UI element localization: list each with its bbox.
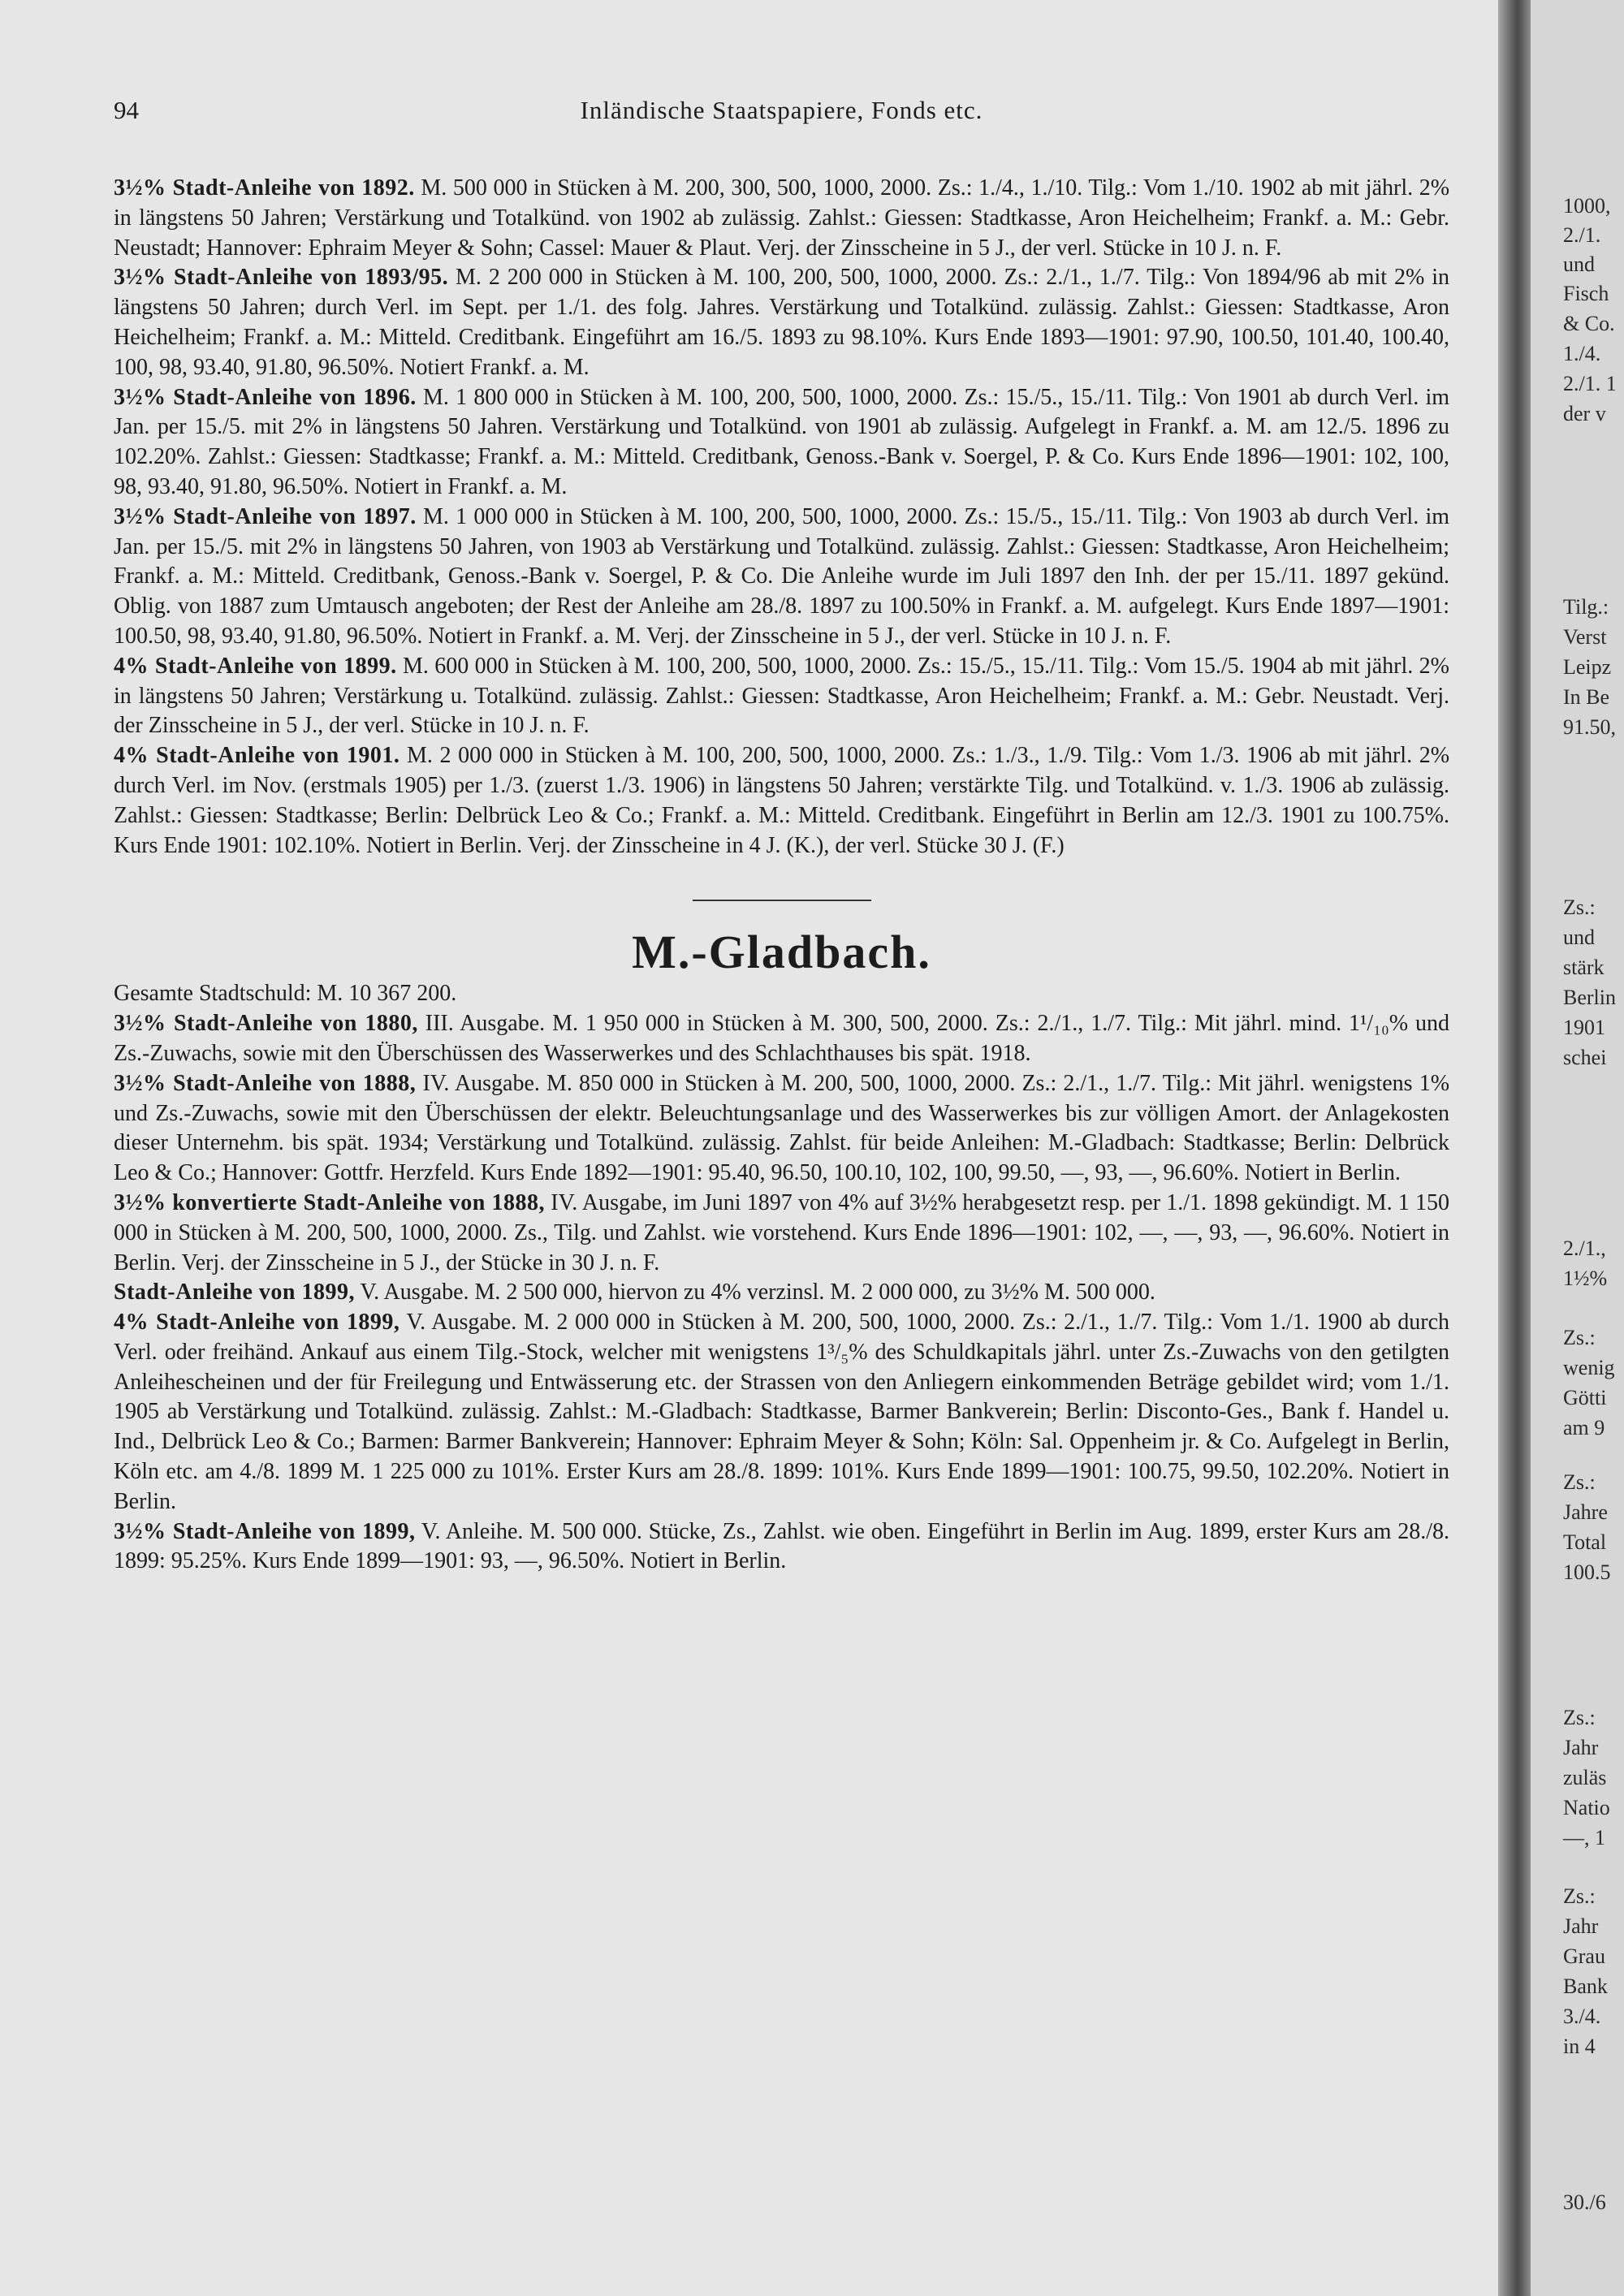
adjacent-text-fragment: 1901	[1563, 1016, 1605, 1039]
bond-entry	[114, 1189, 1449, 1278]
bond-heading: 4% Stadt-Anleihe von 1899,	[114, 1310, 400, 1336]
adjacent-text-fragment: Jahr	[1563, 1736, 1599, 1759]
page-title: Inländische Staatspapiere, Fonds etc.	[580, 96, 983, 124]
bond-details: M. 600 000 in Stücken à M. 100, 200, 500, 1000, 2000. Zs.: 15./5., 15./11. Tilg.: Vom 15./5. 1904 ab mit jährl. 2% in längstens 50 Jahren; Verstärkung u. Totalkünd. zulässig. Zahlst.: Giessen: Stadtkasse, Aron Heichelheim; Frankf. a. M.: Gebr. Neustadt. Verj. der Zinsscheine in 5 J., der verl. Stücke in 10 J. n. F.	[114, 653, 1449, 739]
adjacent-text-fragment: Fisch	[1563, 282, 1609, 305]
bond-heading: 3½% Stadt-Anleihe von 1896.	[114, 384, 417, 410]
adjacent-text-fragment: Natio	[1563, 1796, 1610, 1819]
bond-entry	[114, 741, 1449, 861]
bond-details: IV. Ausgabe, im Juni 1897 von 4% auf 3½% herabgesetzt resp. per 1./1. 1898 gekündigt. M. 1 150 000 in Stücken à M. 200, 500, 1000, 2000. Zs., Tilg. und Zahlst. wie vorstehend. Kurs Ende 1896—1901: 102, —, —, 93, —, 96.60%. Notiert in Berlin. Verj. der Zinsscheine in 5 J., der Stücke in 30 J. n. F.	[114, 1189, 1450, 1275]
main-text	[114, 174, 1449, 1577]
adjacent-text-fragment: wenig	[1563, 1356, 1615, 1379]
adjacent-text-fragment: Zs.:	[1563, 1470, 1596, 1494]
adjacent-text-fragment: und	[1563, 926, 1595, 949]
adjacent-text-fragment: Bank	[1563, 1974, 1608, 1998]
adjacent-page-edge	[1531, 0, 1624, 2296]
bond-heading: 3½% Stadt-Anleihe von 1880,	[114, 1011, 418, 1037]
adjacent-text-fragment: schei	[1563, 1046, 1607, 1069]
adjacent-text-fragment: & Co.	[1563, 312, 1615, 335]
bond-heading: 3½% konvertierte Stadt-Anleihe von 1888,	[114, 1189, 546, 1215]
section-anleihen-giessen	[114, 174, 1449, 861]
bond-entry	[114, 1278, 1449, 1308]
bond-details: III. Ausgabe. M. 1 950 000 in Stücken à M. 300, 500, 2000. Zs.: 2./1., 1./7. Tilg.: Mit jährl. mind. 1¹/₁₀% und Zs.-Zuwachs, sowie mit den Überschüssen des Wasserwerkes und des Schlachthauses bis spät. 1918.	[114, 1011, 1449, 1066]
adjacent-text-fragment: Zs.:	[1563, 1706, 1596, 1729]
bond-entry	[114, 652, 1449, 741]
bond-entry	[114, 1308, 1449, 1517]
adjacent-text-fragment: Grau	[1563, 1944, 1605, 1968]
adjacent-text-fragment: Jahre	[1563, 1500, 1608, 1524]
bond-entry	[114, 174, 1449, 263]
adjacent-text-fragment: 1000,	[1563, 194, 1611, 218]
bond-details: V. Anleihe. M. 500 000. Stücke, Zs., Zahlst. wie oben. Eingeführt in Berlin im Aug. 1899, erster Kurs am 28./8. 1899: 95.25%. Kurs Ende 1899—1901: 93, —, 96.50%. Notiert in Berlin.	[114, 1518, 1450, 1574]
adjacent-text-fragment: 1½%	[1563, 1267, 1608, 1290]
bond-heading: 3½% Stadt-Anleihe von 1893/95.	[114, 265, 449, 291]
bond-details: M. 1 800 000 in Stücken à M. 100, 200, 500, 1000, 2000. Zs.: 15./5., 15./11. Tilg.: Von 1901 ab durch Verl. im Jan. per 15./5. mit 2% in längstens 50 Jahren. Verstärkung und Totalkünd. von 1901 ab zulässig. Aufgelegt in Frankf. a. M. am 12./5. 1896 zu 102.20%. Zahlst.: Giessen: Stadtkasse; Frankf. a. M.: Mitteld. Creditbank, Genoss.-Bank v. Soergel, P. & Co. Kurs Ende 1896—1901: 102, 100, 98, 93.40, 91.80, 96.50%. Notiert in Frankf. a. M.	[114, 384, 1450, 499]
adjacent-text-fragment: Berlin	[1563, 986, 1616, 1009]
adjacent-text-fragment: Total	[1563, 1530, 1607, 1554]
city-heading: M.-Gladbach.	[632, 926, 931, 979]
adjacent-text-fragment: zuläs	[1563, 1766, 1607, 1789]
bond-details: IV. Ausgabe. M. 850 000 in Stücken à M. 200, 500, 1000, 2000. Zs.: 2./1., 1./7. Tilg.: Mit jährl. wenigstens 1% und Zs.-Zuwachs, sowie mit den Überschüssen der elektr. Beleuchtungsanlage und des Wasserwerkes bis zur völligen Amort. der Anlagekosten dieser Unternehm. bis spät. 1934; Verstärkung und Totalkünd. zulässig. Zahlst. für beide Anleihen: M.-Gladbach: Stadtkasse; Berlin: Delbrück Leo & Co.; Hannover: Gottfr. Herzfeld. Kurs Ende 1892—1901: 95.40, 96.50, 100.10, 102, 100, 99.50, —, 93, —, 96.60%. Notiert in Berlin.	[114, 1070, 1450, 1186]
adjacent-text-fragment: Zs.:	[1563, 896, 1596, 919]
bond-details: M. 2 000 000 in Stücken à M. 100, 200, 500, 1000, 2000. Zs.: 1./3., 1./9. Tilg.: Vom 1./3. 1906 ab mit jährl. 2% durch Verl. im Nov. (erstmals 1905) per 1./3. (zuerst 1./3. 1906) in längstens 50 Jahren; verstärkte Tilg. und Totalkünd. v. 1./3. 1906 ab zulässig. Zahlst.: Giessen: Stadtkasse; Berlin: Delbrück Leo & Co.; Frankf. a. M.: Mitteld. Creditbank. Eingeführt in Berlin am 12./3. 1901 zu 100.75%. Kurs Ende 1901: 102.10%. Notiert in Berlin. Verj. der Zinsscheine in 4 J. (K.), der verl. Stücke 30 J. (F.)	[114, 743, 1450, 858]
adjacent-text-fragment: und	[1563, 252, 1595, 276]
bond-heading: 4% Stadt-Anleihe von 1901.	[114, 743, 400, 769]
adjacent-text-fragment: Tilg.:	[1563, 595, 1609, 619]
bond-heading: 3½% Stadt-Anleihe von 1899,	[114, 1518, 416, 1544]
adjacent-text-fragment: In Be	[1563, 685, 1610, 709]
bond-heading: 4% Stadt-Anleihe von 1899.	[114, 653, 397, 679]
bond-entry	[114, 503, 1449, 652]
adjacent-text-fragment: 30./6	[1563, 2190, 1606, 2214]
bond-details: M. 2 200 000 in Stücken à M. 100, 200, 500, 1000, 2000. Zs.: 2./1., 1./7. Tilg.: Von 1894/96 ab mit 2% in längstens 50 Jahren; durch Verl. im Sept. per 1./1. des folg. Jahres. Verstärkung und Totalkünd. zulässig. Zahlst.: Giessen: Stadtkasse, Aron Heichelheim; Frankf. a. M.: Mitteld. Creditbank. Eingeführt am 16./5. 1893 zu 98.10%. Kurs Ende 1893—1901: 97.90, 100.50, 101.40, 100.40, 100, 98, 93.40, 91.80, 96.50%. Notiert Frankf. a. M.	[114, 265, 1450, 380]
bond-heading: 3½% Stadt-Anleihe von 1897.	[114, 503, 417, 529]
adjacent-text-fragment: Jahr	[1563, 1914, 1599, 1938]
bond-entry	[114, 383, 1449, 503]
bond-details: M. 500 000 in Stücken à M. 200, 300, 500, 1000, 2000. Zs.: 1./4., 1./10. Tilg.: Vom 1./10. 1902 ab mit jährl. 2% in längstens 50 Jahren; Verstärkung und Totalkünd. von 1902 ab zulässig. Zahlst.: Giessen: Stadtkasse, Aron Heichelheim; Frankf. a. M.: Gebr. Neustadt; Hannover: Ephraim Meyer & Sohn; Cassel: Mauer & Plaut. Verj. der Zinsscheine in 5 J., der verl. Stücke in 10 J. n. F.	[114, 175, 1450, 261]
bond-details: V. Ausgabe. M. 2 000 000 in Stücken à M. 200, 500, 1000, 2000. Zs.: 2./1., 1./7. Tilg.: Vom 1./1. 1900 ab durch Verl. oder freihänd. Ankauf aus einem Tilg.-Stock, welcher mit wenigstens 1³/₅% des Schuldkapitals jährl. unter Zs.-Zuwachs von den getilgten Anleihescheinen und der für Freilegung und Entwässerung etc. der Strassen von den Anliegern einkommenden Beträge gebildet wird; vom 1./1. 1905 ab Verstärkung und Totalkünd. zulässig. Zahlst.: M.-Gladbach: Stadtkasse, Barmer Bankverein; Berlin: Disconto-Ges., Bank f. Handel u. Ind., Delbrück Leo & Co.; Barmen: Barmer Bankverein; Hannover: Ephraim Meyer & Sohn; Köln: Sal. Oppenheim jr. & Co. Aufgelegt in Berlin, Köln etc. am 4./8. 1899 M. 1 225 000 zu 101%. Erster Kurs am 28./8. 1899: 101%. Kurs Ende 1899—1901: 100.75, 99.50, 102.20%. Notiert in Berlin.	[114, 1310, 1449, 1514]
book-gutter	[1498, 0, 1531, 2296]
adjacent-text-fragment: —, 1	[1563, 1826, 1605, 1849]
adjacent-text-fragment: in 4	[1563, 2035, 1596, 2058]
bond-entry	[114, 263, 1449, 382]
bond-entry	[114, 1009, 1449, 1069]
adjacent-text-fragment: Götti	[1563, 1386, 1607, 1409]
bond-heading: 3½% Stadt-Anleihe von 1888,	[114, 1070, 417, 1096]
adjacent-text-fragment: Leipz	[1563, 655, 1612, 679]
adjacent-text-fragment: Zs.:	[1563, 1884, 1596, 1908]
bond-heading: 3½% Stadt-Anleihe von 1892.	[114, 175, 415, 201]
adjacent-text-fragment: am 9	[1563, 1416, 1605, 1439]
adjacent-text-fragment: 100.5	[1563, 1560, 1611, 1584]
adjacent-text-fragment: 2./1. 1	[1563, 372, 1617, 395]
adjacent-text-fragment: 2./1.	[1563, 223, 1601, 247]
section-divider	[693, 900, 871, 901]
bond-details: V. Ausgabe. M. 2 500 000, hiervon zu 4% verzinsl. M. 2 000 000, zu 3½% M. 500 000.	[360, 1280, 1155, 1306]
adjacent-text-fragment: 2./1.,	[1563, 1236, 1606, 1260]
total-debt-line: Gesamte Stadtschuld: M. 10 367 200.	[114, 981, 457, 1007]
running-header	[114, 96, 1449, 128]
bond-details: M. 1 000 000 in Stücken à M. 100, 200, 500, 1000, 2000. Zs.: 15./5., 15./11. Tilg.: Von 1903 ab durch Verl. im Jan. per 15./5. mit 2% in längstens 50 Jahren, von 1903 ab Verstärkung und Totalkünd. zulässig. Zahlst.: Giessen: Stadtkasse, Aron Heichelheim; Frankf. a. M.: Mitteld. Creditbank, Genoss.-Bank v. Soergel, P. & Co. Die Anleihe wurde im Juli 1897 den Inh. der per 15./11. 1897 gekünd. Oblig. von 1887 zum Umtausch angeboten; der Rest der Anleihe am 28./8. 1897 zu 100.50% in Frankf. a. M. aufgelegt. Kurs Ende 1897—1901: 100.50, 98, 93.40, 91.80, 96.50%. Notiert in Frankf. a. M. Verj. der Zinsscheine in 5 J., der verl. Stücke in 10 J. n. F.	[114, 503, 1450, 649]
adjacent-text-fragment: 1./4.	[1563, 342, 1601, 365]
bond-entry	[114, 1517, 1449, 1577]
adjacent-text-fragment: 91.50,	[1563, 715, 1616, 739]
page-number: 94	[114, 96, 139, 124]
adjacent-text-fragment: stärk	[1563, 956, 1605, 979]
section-anleihen-gladbach	[114, 1009, 1449, 1577]
bond-entry	[114, 1069, 1449, 1189]
bond-heading: Stadt-Anleihe von 1899,	[114, 1280, 355, 1306]
adjacent-text-fragment: Verst	[1563, 625, 1607, 649]
adjacent-text-fragment: Zs.:	[1563, 1326, 1596, 1349]
adjacent-text-fragment: der v	[1563, 402, 1606, 425]
adjacent-text-fragment: 3./4.	[1563, 2005, 1601, 2028]
